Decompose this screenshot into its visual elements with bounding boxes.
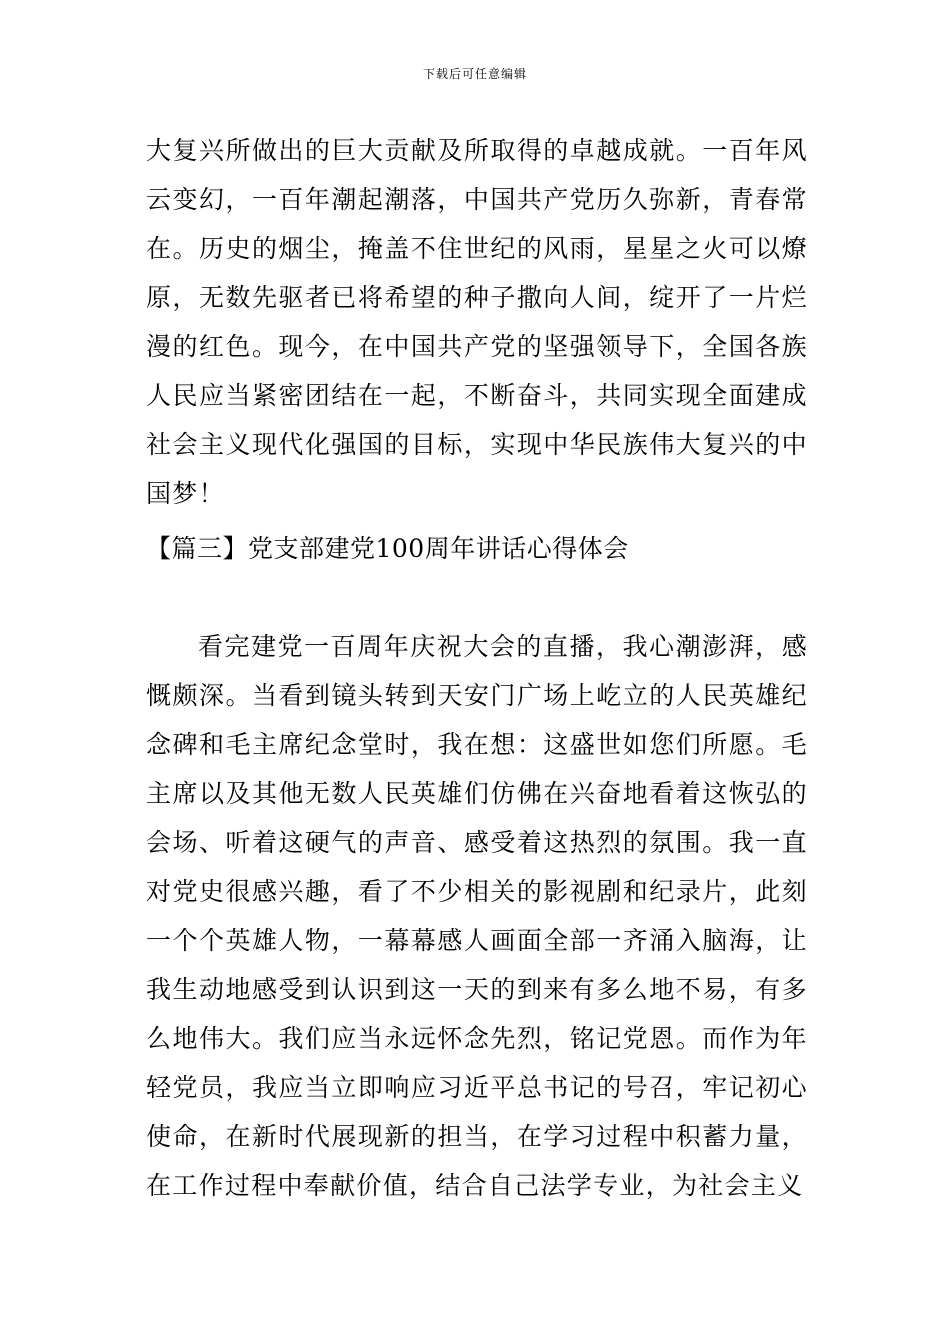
paragraph-body: 看完建党一百周年庆祝大会的直播，我心潮澎湃，感慨颇深。当看到镜头转到天安门广场上屹立的人民英雄纪念碑和毛主席纪念堂时，我在想：这盛世如您们所愿。毛主席以及其他无数人民英雄们仿佛在兴奋地看着这恢弘的会场、听着这硬气的声音、感受着这热烈的氛围。我一直对党史很感兴趣，看了不少相关的影视剧和纪录片，此刻一个个英雄人物，一幕幕感人画面全部一齐涌入脑海，让我生动地感受到认识到这一天的到来有多么地不易，有多么地伟大。我们应当永远怀念先烈，铭记党恩。而作为年轻党员，我应当立即响应习近平总书记的号召，牢记初心使命，在新时代展现新的担当，在学习过程中积蓄力量，在工作过程中奉献价值，结合自己法学专业，为社会主义 <box>146 632 808 1200</box>
paragraph-continued: 大复兴所做出的巨大贡献及所取得的卓越成就。一百年风云变幻，一百年潮起潮落，中国共产党历久弥新，青春常在。历史的烟尘，掩盖不住世纪的风雨，星星之火可以燎原，无数先驱者已将希望的种子撒向人间，绽开了一片烂漫的红色。现今，在中国共产党的坚强领导下，全国各族人民应当紧密团结在一起，不断奋斗，共同实现全面建成社会主义现代化强国的目标，实现中华民族伟大复兴的中国梦！ <box>146 136 808 508</box>
page-header: 下载后可任意编辑 <box>422 67 527 81</box>
section-title: 【篇三】党支部建党100周年讲话心得体会 <box>146 534 629 563</box>
